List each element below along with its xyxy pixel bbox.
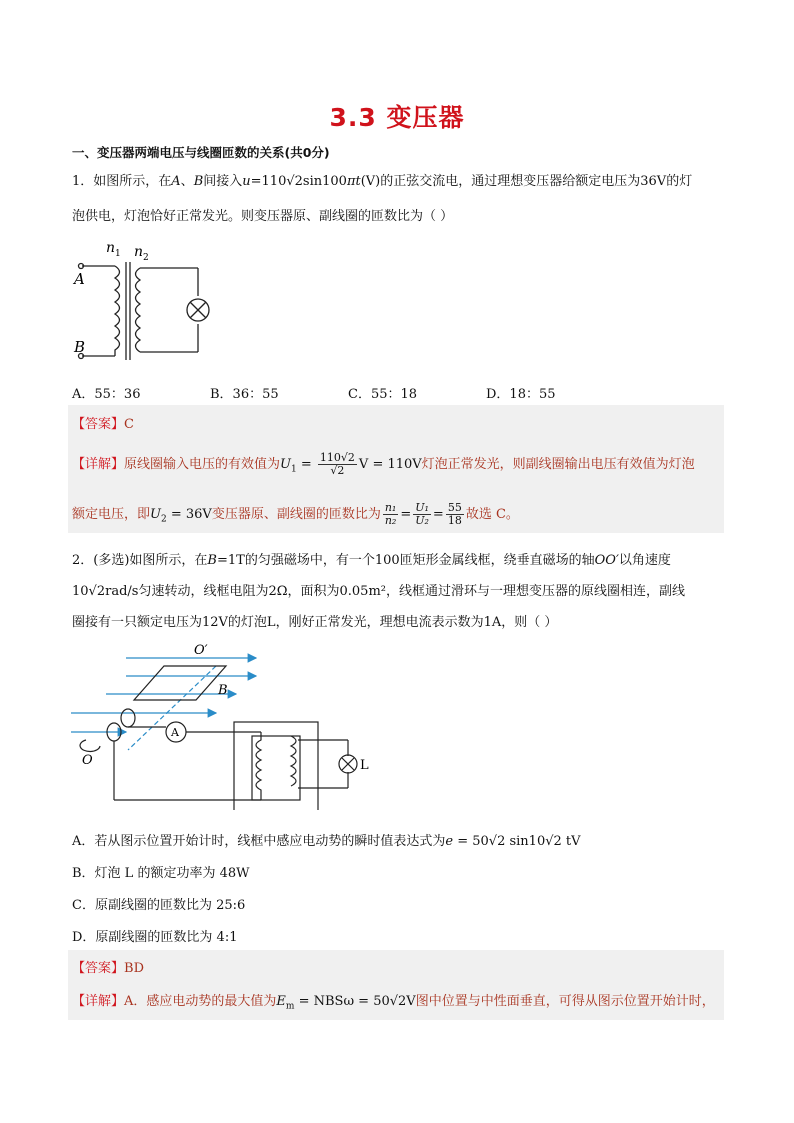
- q2-label-b: B: [218, 683, 228, 698]
- q1-label-B: B: [74, 338, 86, 356]
- q2-option-b: B．灯泡 L 的额定功率为 48W: [72, 866, 250, 881]
- q1-option-a: A．55：36: [72, 387, 141, 402]
- q1-line2: 泡供电，灯泡恰好正常发光。则变压器原、副线圈的匝数比为（ ）: [72, 209, 454, 224]
- q2-label-l: L: [360, 758, 369, 773]
- q1-label-n1-sub: 1: [115, 249, 121, 259]
- q1-option-c: C．55：18: [348, 387, 418, 402]
- q2-label-o: O: [82, 753, 93, 768]
- q1-label-A: A: [74, 270, 85, 288]
- page-title: 3.3 变压器: [329, 103, 465, 132]
- q1-label-n2: n: [134, 244, 144, 260]
- q2-label-o-prime: O′: [194, 643, 208, 658]
- q1-label-n1: n: [106, 240, 116, 256]
- q2-option-c: C．原副线圈的匝数比为 25:6: [72, 898, 246, 913]
- q2-option-d: D．原副线圈的匝数比为 4:1: [72, 930, 238, 945]
- q2-line3: 圈接有一只额定电压为12V的灯泡L，刚好正常发光，理想电流表示数为1A，则（ ）: [72, 615, 558, 630]
- q2-line1: 2．(多选)如图所示，在B=1T的匀强磁场中，有一个100匝矩形金属线框，绕垂直磁场的轴OO′以角速度: [72, 553, 671, 568]
- q1-line1: 1．如图所示，在A、B间接入u=110√2sin100πt(V)的正弦交流电，通过理想变压器给额定电压为36V的灯: [72, 174, 693, 189]
- q2-line2: 10√2rad/s匀速转动，线框电阻为2Ω，面积为0.05m²，线框通过滑环与一理想变压器的原线圈相连，副线: [72, 584, 685, 599]
- section-heading: 一、变压器两端电压与线圈匝数的关系(共0分): [72, 145, 330, 160]
- q2-generator-diagram: [66, 640, 376, 810]
- q2-option-a: A．若从图示位置开始计时，线框中感应电动势的瞬时值表达式为e = 50√2 sin10√2 tV: [72, 834, 581, 849]
- q2-answer: 【答案】BD: [72, 961, 144, 976]
- q2-ammeter-label: A: [171, 726, 179, 739]
- q1-detail-line1: 【详解】原线圈输入电压的有效值为$U_1$ = $\frac{110√2}{√2}$ V = 110V灯泡正常发光，则副线圈输出电压有效值为灯泡: [72, 451, 695, 477]
- q1-label-n2-sub: 2: [143, 253, 149, 263]
- q1-answer: 【答案】C: [72, 417, 134, 432]
- q1-option-b: B．36：55: [210, 387, 279, 402]
- q1-option-d: D．18：55: [486, 387, 556, 402]
- q1-detail-line2: 额定电压，即$U_2 = 36V$变压器原、副线圈的匝数比为 $\frac{\text{n₁}}{\text{n₂}}$ = $\frac{\text{U₁}}{\text{U₂}}$ = $\frac{55}{18}$ 故选 C。: [72, 501, 519, 527]
- q1-transformer-diagram: [70, 238, 210, 368]
- q2-detail-line1: 【详解】A．感应电动势的最大值为$E_m = NBS\omega = 50√2V$图中位置与中性面垂直，可得从图示位置开始计时，: [72, 994, 715, 1012]
